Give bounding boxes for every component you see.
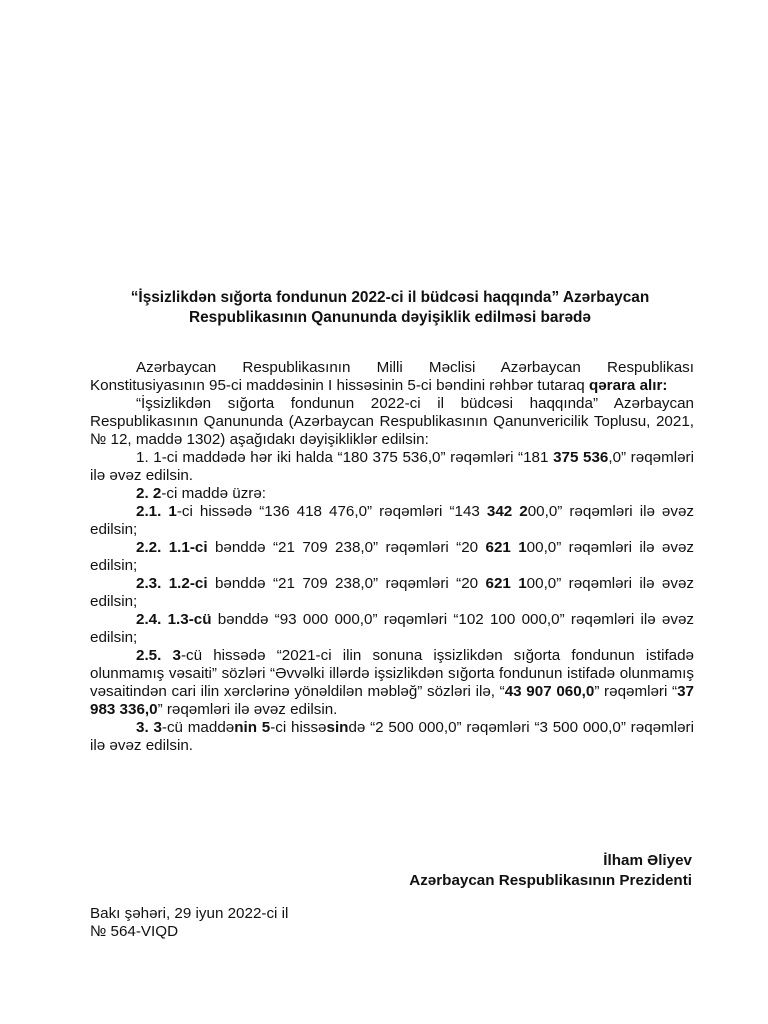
item-2-1-num: 2.1. 1 xyxy=(136,503,177,520)
item-2-5-num: 2.5. 3 xyxy=(136,647,181,664)
item-2-4-text: bənddə “93 000 000,0” rəqəmləri “102 100 000,0” rəqəmləri ilə əvəz edilsin; xyxy=(90,611,694,646)
item-2-1-tail: 00,0” rəqəmləri ilə əvəz edilsin; xyxy=(90,503,694,538)
item-3-tail: də “2 500 000,0” rəqəmləri “3 500 000,0” rəqəmləri ilə əvəz edilsin. xyxy=(90,719,694,754)
document-footer xyxy=(90,905,288,941)
item-2-1-bold: 342 2 xyxy=(486,503,528,520)
item-3-text: -cü maddə xyxy=(161,719,235,736)
item-2-5-bold-2: 37 983 336,0 xyxy=(90,683,694,718)
item-1-bold: 375 536 xyxy=(553,449,609,466)
item-3 xyxy=(90,719,694,755)
item-3-bold-n: nin 5 xyxy=(234,719,271,736)
item-1-text: -ci maddədə hər iki halda “180 375 536,0” rəqəmləri “181 xyxy=(161,449,554,466)
item-2-3-bold: 621 1 xyxy=(485,575,527,592)
item-2 xyxy=(90,485,694,503)
item-2-4-num: 2.4. 1.3-cü xyxy=(136,611,212,628)
title-line-1: “İşsizlikdən sığorta fondunun 2022-ci il büdcəsi haqqında” Azərbaycan xyxy=(130,289,650,306)
item-2-5-bold-1: 43 907 060,0 xyxy=(504,683,595,700)
item-2-3-num: 2.3. 1.2-ci xyxy=(136,575,208,592)
item-1 xyxy=(90,449,694,485)
intro-text: “İşsizlikdən sığorta fondunun 2022-ci il büdcəsi haqqında” Azərbaycan Respublikasının Qanununda (Azərbaycan Respublikasının Qanunvericilik Toplusu, 2021, № 12, maddə 1302) aşağıdakı dəyişikliklər edilsin: xyxy=(90,395,694,448)
item-3-bold-s: sin xyxy=(326,719,349,736)
item-2-3 xyxy=(90,575,694,611)
document-body xyxy=(90,359,694,755)
place-date: Bakı şəhəri, 29 iyun 2022-ci il xyxy=(90,905,289,922)
item-2-5-text: -cü hissədə “2021-ci ilin sonuna işsizlikdən sığorta fondunun istifadə olunmamış vəsaiti” sözləri “Əvvəlki illərdə işsizlikdən sığorta fondunun istifadə olunmamış vəsaitindən cari ilin xərclərinə yönəldilən məbləğ” sözləri ilə, “ xyxy=(90,647,694,700)
item-2-4 xyxy=(90,611,694,647)
item-1-tail: ,0” rəqəmləri ilə əvəz edilsin. xyxy=(90,449,694,484)
item-1-num: 1. 1 xyxy=(136,449,162,466)
title-line-2: Respublikasının Qanununda dəyişiklik edilməsi barədə xyxy=(189,309,591,326)
item-3-text-2: -ci hissə xyxy=(270,719,327,736)
item-2-5-tail: ” rəqəmləri ilə əvəz edilsin. xyxy=(157,701,338,718)
item-2-2-bold: 621 1 xyxy=(485,539,527,556)
item-2-1 xyxy=(90,503,694,539)
item-2-2-text: bənddə “21 709 238,0” rəqəmləri “20 xyxy=(207,539,486,556)
item-2-2-tail: 00,0” rəqəmləri ilə əvəz edilsin; xyxy=(90,539,695,574)
item-2-5 xyxy=(90,647,694,719)
item-3-num: 3. 3 xyxy=(136,719,162,736)
document-number: № 564-VIQD xyxy=(90,923,179,940)
signatory-name: İlham Əliyev xyxy=(603,852,692,869)
signature-block xyxy=(409,851,692,891)
item-2-2 xyxy=(90,539,694,575)
item-2-num: 2. 2 xyxy=(136,485,162,502)
item-2-3-text: bənddə “21 709 238,0” rəqəmləri “20 xyxy=(207,575,486,592)
intro-paragraph xyxy=(90,395,694,449)
document-title xyxy=(90,288,690,328)
item-2-2-num: 2.2. 1.1-ci xyxy=(136,539,208,556)
preamble-bold: qərara alır: xyxy=(588,377,668,394)
item-2-5-mid: ” rəqəmləri “ xyxy=(594,683,678,700)
preamble-text: Azərbaycan Respublikasının Milli Məclisi Azərbaycan Respublikası Konstitusiyasının 95-ci maddəsinin I hissəsinin 5-ci bəndini rəhbər tutaraq xyxy=(90,359,694,394)
item-2-1-text: -ci hissədə “136 418 476,0” rəqəmləri “143 xyxy=(176,503,487,520)
signatory-position: Azərbaycan Respublikasının Prezidenti xyxy=(409,872,692,889)
item-2-3-tail: 00,0” rəqəmləri ilə əvəz edilsin; xyxy=(90,575,695,610)
preamble-paragraph xyxy=(90,359,694,395)
item-2-text: -ci maddə üzrə: xyxy=(161,485,267,502)
